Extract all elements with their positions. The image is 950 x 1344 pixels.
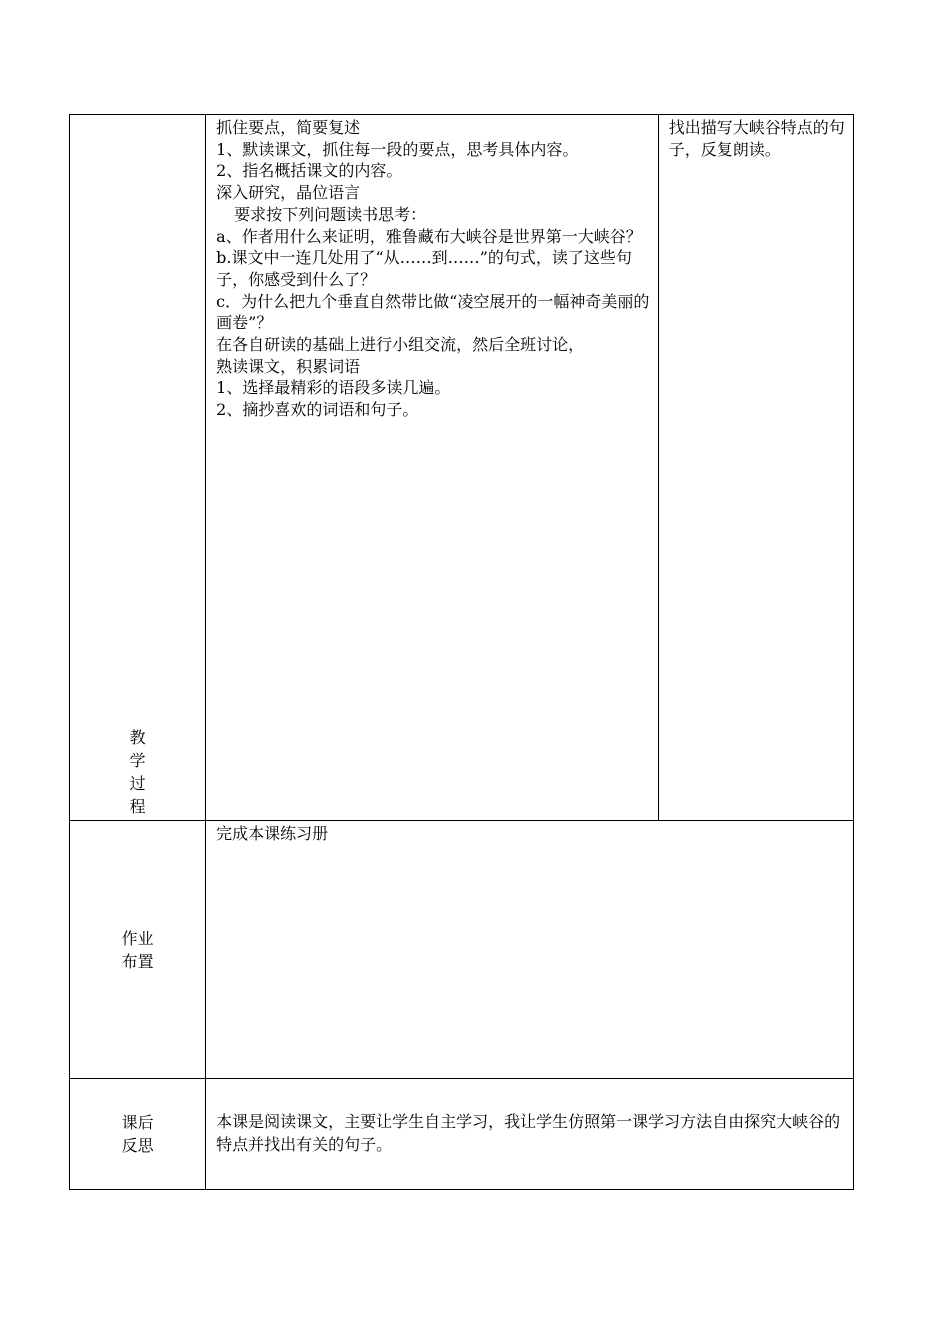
content-line: 2、指名概括课文的内容。 [216,161,403,181]
question-c: c．为什么把九个垂直自然带比做“凌空展开的一幅神奇美丽的画卷”？ [216,291,650,333]
label-char: 作业 [121,928,154,948]
label-char: 程 [129,797,146,816]
question-b: b.课文中一连几处用了“从……到……”的句式，读了这些句子，你感受到什么了？ [216,248,632,289]
lesson-plan-table [69,114,854,1190]
label-char: 学 [129,751,146,770]
section-heading: 熟读课文，积累词语 [216,356,361,376]
label-char: 反思 [121,1136,154,1155]
homework-row [70,821,854,1079]
label-char: 布置 [121,951,154,971]
label-char: 课后 [121,1113,154,1132]
teaching-process-label-cell [70,115,206,821]
teaching-process-label [70,726,205,818]
reflection-label [70,1111,205,1157]
student-activity-text: 找出描写大峡谷特点的句子，反复朗读。 [668,118,845,159]
content-line: 在各自研读的基础上进行小组交流，然后全班讨论， [216,335,585,355]
section-heading: 深入研究，晶位语言 [216,183,361,203]
homework-text: 完成本课练习册 [216,824,329,843]
question-a: a、作者用什么来证明，雅鲁藏布大峡谷是世界第一大峡谷？ [216,226,642,246]
homework-label [70,927,205,973]
teaching-process-row [70,115,854,821]
reflection-label-cell [70,1079,206,1190]
label-char: 过 [129,774,146,793]
content-line: 1、默读课文，抓住每一段的要点，思考具体内容。 [216,139,579,159]
reflection-row [70,1079,854,1190]
teaching-process-side-cell [658,115,853,821]
reflection-content-cell [206,1079,854,1190]
homework-label-cell [70,821,206,1079]
homework-content-cell [206,821,854,1079]
section-heading: 抓住要点，简要复述 [216,118,361,137]
reflection-text: 本课是阅读课文，主要让学生自主学习，我让学生仿照第一课学习方法自由探究大峡谷的特点并找出有关的句子。 [216,1112,841,1154]
label-char: 教 [129,728,146,747]
teaching-process-main-cell [206,115,659,821]
content-line: 要求按下列问题读书思考： [234,204,427,224]
teaching-process-content [206,115,658,421]
content-line: 2、摘抄喜欢的词语和句子。 [216,400,419,420]
content-line: 1、选择最精彩的语段多读几遍。 [216,378,451,398]
